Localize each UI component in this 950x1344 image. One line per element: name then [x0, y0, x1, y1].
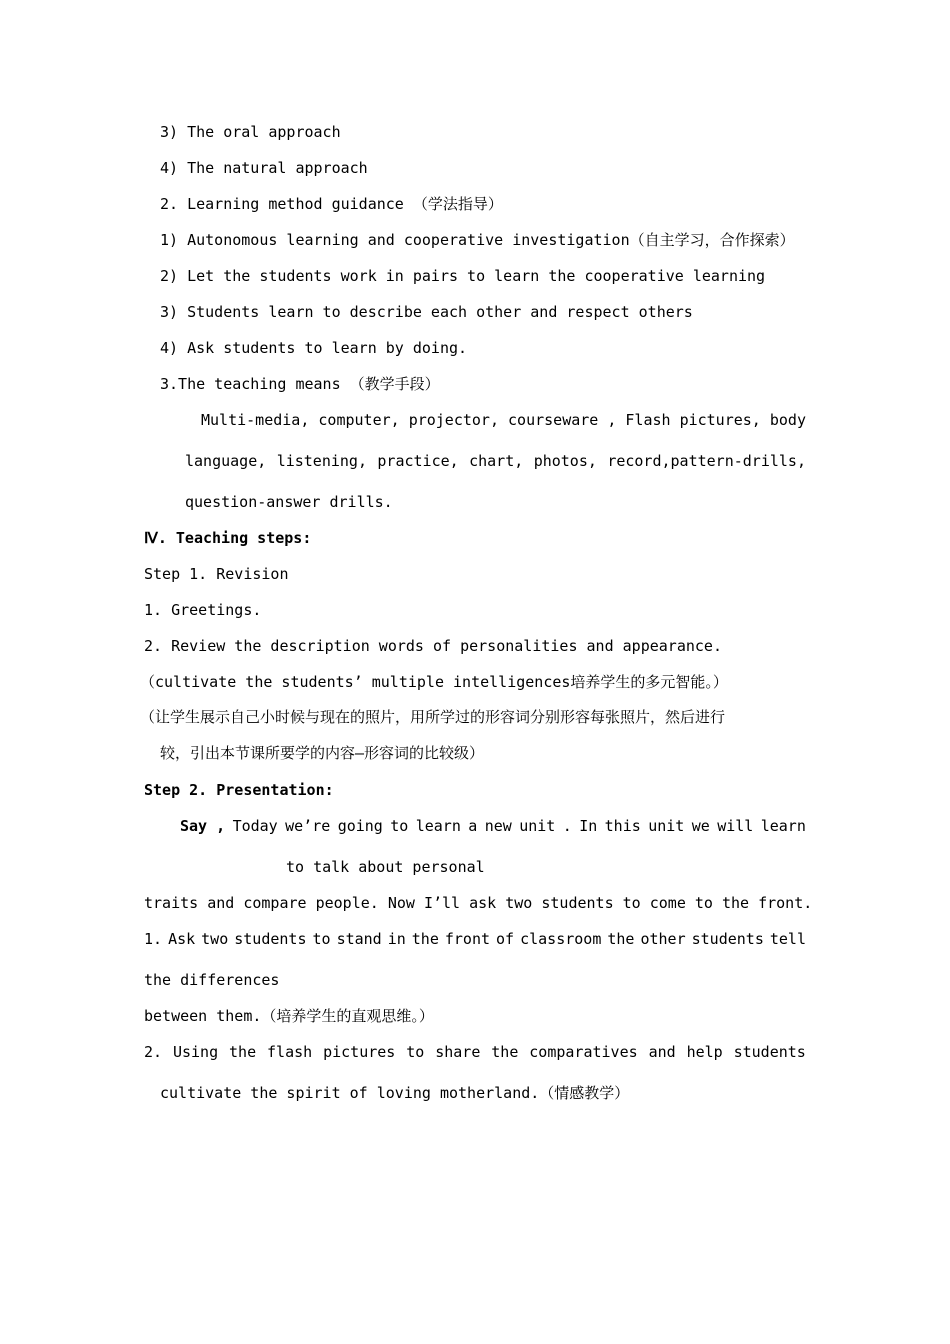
learning-item-2: 2) Let the students work in pairs to learn the cooperative learning: [160, 267, 766, 285]
means-word: photos,: [533, 452, 597, 470]
item-word: and: [648, 1043, 676, 1061]
item-word: Using: [172, 1043, 219, 1061]
item-word: pictures: [323, 1043, 396, 1061]
item-word: students: [691, 930, 764, 948]
say-word: learn: [760, 817, 806, 835]
say-word: we’re: [285, 817, 331, 835]
step-2-title: Step 2. Presentation:: [144, 781, 334, 799]
step-2-item-1-line-1: [144, 929, 806, 949]
say-word: unit: [648, 817, 685, 835]
means-word: Multi-media,: [201, 411, 310, 429]
item-word: comparatives: [529, 1043, 638, 1061]
step-2-item-2-line-2: cultivate the spirit of loving motherland.（情感教学）: [160, 1084, 630, 1102]
say-word: to: [390, 817, 409, 835]
item-word: students: [234, 930, 307, 948]
means-word: language,: [185, 452, 267, 470]
say-word: this: [604, 817, 641, 835]
item-word: in: [387, 930, 406, 948]
means-word: chart,: [469, 452, 524, 470]
item-word: front: [444, 930, 491, 948]
method-item-4: 4) The natural approach: [160, 159, 368, 177]
step-1-note-2-line-2: 较，引出本节课所要学的内容—形容词的比较级）: [160, 744, 485, 762]
step-2-say-line-3: traits and compare people. Now I’ll ask two students to come to the front.: [144, 894, 813, 912]
means-word: computer,: [318, 411, 400, 429]
item-word: 1.: [144, 930, 163, 948]
step-2-say-line-1: [180, 816, 806, 836]
learning-item-3: 3) Students learn to describe each other and respect others: [160, 303, 693, 321]
step-2-item-1-line-3: between them.（培养学生的直观思维。）: [144, 1007, 434, 1025]
item-word: of: [496, 930, 515, 948]
step-1-item-2: 2. Review the description words of personalities and appearance.: [144, 637, 722, 655]
means-word: body: [769, 411, 806, 429]
item-word: to: [406, 1043, 425, 1061]
item-word: 2.: [144, 1043, 163, 1061]
say-word: learn: [415, 817, 461, 835]
learning-item-4: 4) Ask students to learn by doing.: [160, 339, 468, 357]
teaching-means-line-1: [201, 410, 806, 430]
item-word: flash: [267, 1043, 313, 1061]
say-word: will: [717, 817, 754, 835]
step-1-note-2-line-1: （让学生展示自己小时候与现在的照片，用所学过的形容词分别形容每张照片，然后进行: [140, 708, 726, 726]
item-word: tell: [769, 930, 806, 948]
say-word: a: [468, 817, 478, 835]
teaching-means-line-3: question-answer drills.: [185, 493, 393, 511]
item-word: share: [435, 1043, 481, 1061]
item-word: stand: [336, 930, 382, 948]
means-word: listening,: [276, 452, 367, 470]
item-word: two: [201, 930, 229, 948]
learning-method-heading: 2. Learning method guidance （学法指导）: [160, 195, 503, 213]
item-word: the: [491, 1043, 519, 1061]
item-word: Ask: [168, 930, 196, 948]
item-word: students: [733, 1043, 806, 1061]
say-word: .: [562, 817, 572, 835]
teaching-steps-heading: Ⅳ. Teaching steps:: [144, 529, 312, 547]
teaching-means-line-2: [185, 451, 806, 471]
item-word: the: [411, 930, 439, 948]
means-word: courseware: [508, 411, 599, 429]
item-word: the: [607, 930, 635, 948]
step-2-item-2-line-1: [144, 1042, 806, 1062]
say-word: Today: [232, 817, 278, 835]
item-word: to: [312, 930, 331, 948]
teaching-means-heading: 3.The teaching means （教学手段）: [160, 375, 440, 393]
item-word: the: [229, 1043, 257, 1061]
learning-item-1: 1) Autonomous learning and cooperative investigation（自主学习，合作探索）: [160, 231, 795, 249]
means-word: ,: [607, 411, 617, 429]
item-word: help: [686, 1043, 723, 1061]
means-word: pictures,: [679, 411, 761, 429]
step-1-item-1: 1. Greetings.: [144, 601, 262, 619]
means-word: projector,: [408, 411, 499, 429]
means-word: practice,: [377, 452, 459, 470]
item-word: classroom: [520, 930, 602, 948]
step-1-note-1: （cultivate the students’ multiple intelligences培养学生的多元智能。）: [140, 673, 728, 691]
step-1-title: Step 1. Revision: [144, 565, 289, 583]
step-2-say-line-2: to talk about personal: [286, 858, 485, 876]
step-2-item-1-line-2: the differences: [144, 971, 280, 989]
means-word: Flash: [625, 411, 671, 429]
method-item-3: 3) The oral approach: [160, 123, 341, 141]
say-label: Say ,: [180, 817, 226, 835]
say-word: we: [691, 817, 710, 835]
say-word: In: [579, 817, 598, 835]
say-word: going: [337, 817, 383, 835]
item-word: other: [640, 930, 686, 948]
say-word: unit: [519, 817, 556, 835]
say-word: new: [484, 817, 512, 835]
means-word: record,pattern-drills,: [607, 452, 806, 470]
